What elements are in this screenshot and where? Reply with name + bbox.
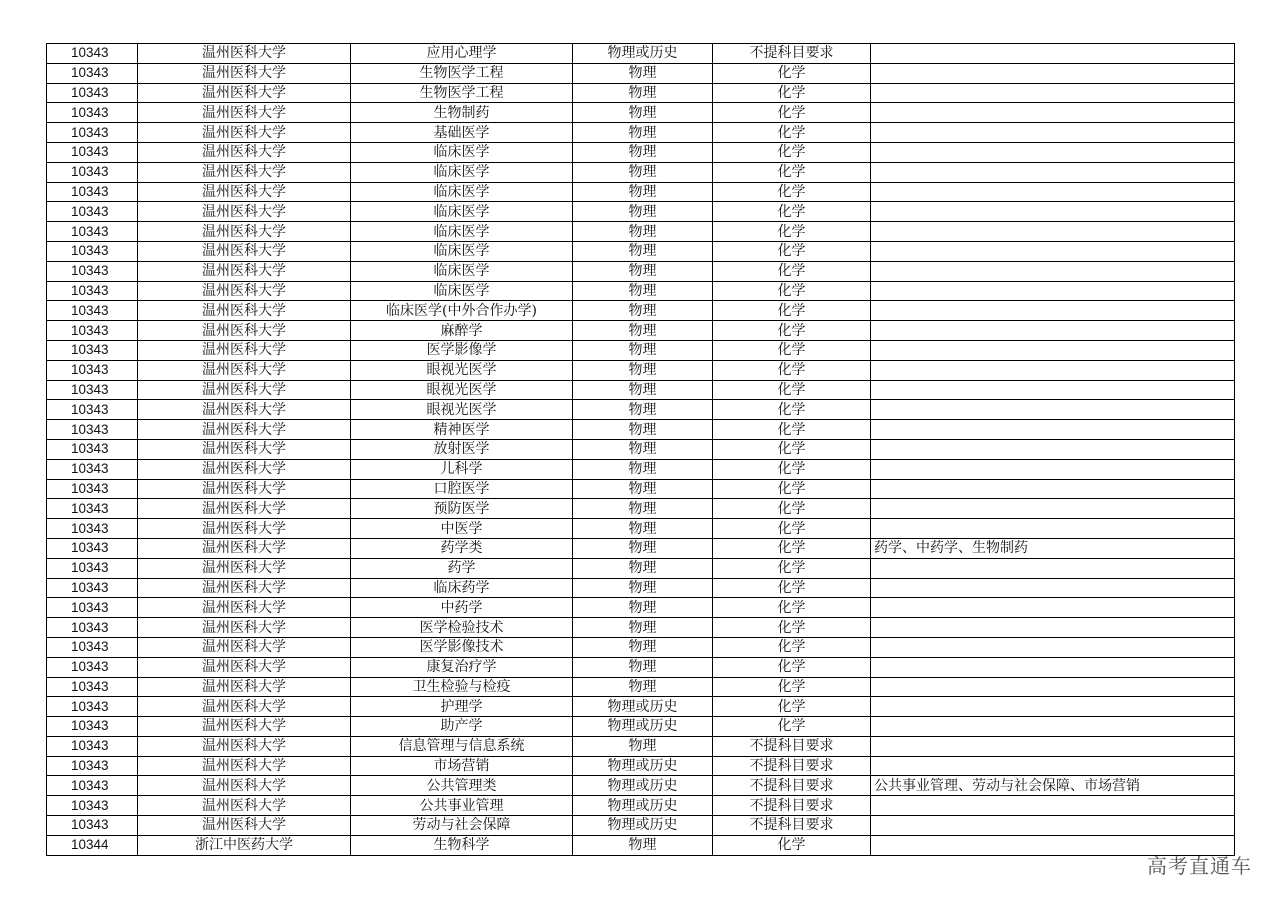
second-subject-cell: 化学 (713, 439, 871, 459)
school-code-cell: 10343 (47, 400, 138, 420)
school-code-cell: 10343 (47, 459, 138, 479)
school-name-cell: 温州医科大学 (138, 44, 351, 64)
first-subject-cell: 物理 (573, 380, 713, 400)
table-row (47, 816, 1235, 836)
school-name-cell: 温州医科大学 (138, 499, 351, 519)
school-name-cell: 温州医科大学 (138, 756, 351, 776)
first-subject-cell: 物理 (573, 835, 713, 855)
school-code-cell: 10343 (47, 439, 138, 459)
major-group-note-cell (871, 756, 1235, 776)
second-subject-cell: 化学 (713, 677, 871, 697)
second-subject-cell: 化学 (713, 103, 871, 123)
school-code-cell: 10343 (47, 657, 138, 677)
first-subject-cell: 物理或历史 (573, 816, 713, 836)
first-subject-cell: 物理 (573, 63, 713, 83)
table-row (47, 123, 1235, 143)
school-name-cell: 温州医科大学 (138, 142, 351, 162)
school-code-cell: 10343 (47, 301, 138, 321)
table-row (47, 736, 1235, 756)
school-code-cell: 10343 (47, 736, 138, 756)
first-subject-cell: 物理或历史 (573, 756, 713, 776)
second-subject-cell: 化学 (713, 717, 871, 737)
table-row (47, 439, 1235, 459)
school-name-cell: 温州医科大学 (138, 519, 351, 539)
table-row (47, 83, 1235, 103)
major-name-cell: 眼视光医学 (351, 360, 573, 380)
first-subject-cell: 物理 (573, 281, 713, 301)
major-name-cell: 眼视光医学 (351, 380, 573, 400)
first-subject-cell: 物理 (573, 479, 713, 499)
second-subject-cell: 化学 (713, 459, 871, 479)
table-row (47, 677, 1235, 697)
school-name-cell: 温州医科大学 (138, 420, 351, 440)
second-subject-cell: 化学 (713, 479, 871, 499)
school-name-cell: 温州医科大学 (138, 241, 351, 261)
major-group-note-cell (871, 439, 1235, 459)
first-subject-cell: 物理 (573, 123, 713, 143)
table-row (47, 420, 1235, 440)
school-code-cell: 10343 (47, 598, 138, 618)
major-group-note-cell (871, 63, 1235, 83)
school-code-cell: 10343 (47, 796, 138, 816)
school-name-cell: 温州医科大学 (138, 697, 351, 717)
major-name-cell: 临床医学 (351, 202, 573, 222)
major-group-note-cell (871, 142, 1235, 162)
table-row (47, 756, 1235, 776)
major-name-cell: 中医学 (351, 519, 573, 539)
school-code-cell: 10343 (47, 142, 138, 162)
school-code-cell: 10343 (47, 538, 138, 558)
school-code-cell: 10343 (47, 578, 138, 598)
second-subject-cell: 不提科目要求 (713, 796, 871, 816)
major-group-note-cell (871, 360, 1235, 380)
table-row (47, 717, 1235, 737)
school-name-cell: 温州医科大学 (138, 538, 351, 558)
major-name-cell: 口腔医学 (351, 479, 573, 499)
table-row (47, 301, 1235, 321)
table-row (47, 637, 1235, 657)
school-code-cell: 10343 (47, 816, 138, 836)
major-group-note-cell (871, 558, 1235, 578)
table-row (47, 380, 1235, 400)
major-name-cell: 麻醉学 (351, 321, 573, 341)
school-name-cell: 温州医科大学 (138, 796, 351, 816)
school-name-cell: 温州医科大学 (138, 677, 351, 697)
table-row (47, 103, 1235, 123)
school-name-cell: 温州医科大学 (138, 301, 351, 321)
first-subject-cell: 物理或历史 (573, 697, 713, 717)
major-name-cell: 基础医学 (351, 123, 573, 143)
school-code-cell: 10344 (47, 835, 138, 855)
school-name-cell: 温州医科大学 (138, 63, 351, 83)
first-subject-cell: 物理 (573, 519, 713, 539)
first-subject-cell: 物理 (573, 677, 713, 697)
school-code-cell: 10343 (47, 479, 138, 499)
school-name-cell: 温州医科大学 (138, 202, 351, 222)
second-subject-cell: 化学 (713, 162, 871, 182)
school-code-cell: 10343 (47, 420, 138, 440)
second-subject-cell: 化学 (713, 400, 871, 420)
table-row (47, 459, 1235, 479)
table-row (47, 578, 1235, 598)
first-subject-cell: 物理 (573, 321, 713, 341)
first-subject-cell: 物理 (573, 360, 713, 380)
major-name-cell: 眼视光医学 (351, 400, 573, 420)
school-name-cell: 温州医科大学 (138, 261, 351, 281)
major-group-note-cell (871, 618, 1235, 638)
school-name-cell: 温州医科大学 (138, 321, 351, 341)
first-subject-cell: 物理 (573, 103, 713, 123)
major-group-note-cell (871, 301, 1235, 321)
second-subject-cell: 化学 (713, 202, 871, 222)
second-subject-cell: 化学 (713, 281, 871, 301)
first-subject-cell: 物理 (573, 459, 713, 479)
major-name-cell: 医学影像技术 (351, 637, 573, 657)
first-subject-cell: 物理或历史 (573, 717, 713, 737)
table-row (47, 796, 1235, 816)
major-group-note-cell (871, 796, 1235, 816)
major-name-cell: 临床医学 (351, 261, 573, 281)
major-name-cell: 儿科学 (351, 459, 573, 479)
major-name-cell: 医学检验技术 (351, 618, 573, 638)
first-subject-cell: 物理 (573, 657, 713, 677)
table-row (47, 835, 1235, 855)
second-subject-cell: 不提科目要求 (713, 756, 871, 776)
major-group-note-cell: 公共事业管理、劳动与社会保障、市场营销 (871, 776, 1235, 796)
major-name-cell: 康复治疗学 (351, 657, 573, 677)
major-name-cell: 公共事业管理 (351, 796, 573, 816)
major-name-cell: 中药学 (351, 598, 573, 618)
major-name-cell: 临床药学 (351, 578, 573, 598)
table-row (47, 697, 1235, 717)
major-name-cell: 药学类 (351, 538, 573, 558)
first-subject-cell: 物理或历史 (573, 776, 713, 796)
school-name-cell: 温州医科大学 (138, 459, 351, 479)
major-name-cell: 临床医学 (351, 162, 573, 182)
major-group-note-cell (871, 321, 1235, 341)
second-subject-cell: 化学 (713, 420, 871, 440)
major-name-cell: 助产学 (351, 717, 573, 737)
school-name-cell: 温州医科大学 (138, 558, 351, 578)
enrollment-subject-requirements-table (46, 43, 1235, 856)
major-group-note-cell (871, 281, 1235, 301)
major-group-note-cell (871, 598, 1235, 618)
school-name-cell: 温州医科大学 (138, 816, 351, 836)
table-row (47, 281, 1235, 301)
second-subject-cell: 化学 (713, 321, 871, 341)
major-name-cell: 应用心理学 (351, 44, 573, 64)
table-row (47, 618, 1235, 638)
school-code-cell: 10343 (47, 499, 138, 519)
school-name-cell: 温州医科大学 (138, 123, 351, 143)
major-name-cell: 精神医学 (351, 420, 573, 440)
first-subject-cell: 物理 (573, 182, 713, 202)
school-code-cell: 10343 (47, 618, 138, 638)
major-name-cell: 药学 (351, 558, 573, 578)
school-name-cell: 温州医科大学 (138, 103, 351, 123)
school-code-cell: 10343 (47, 360, 138, 380)
major-group-note-cell (871, 400, 1235, 420)
major-group-note-cell (871, 380, 1235, 400)
table-row (47, 321, 1235, 341)
school-code-cell: 10343 (47, 321, 138, 341)
major-group-note-cell (871, 340, 1235, 360)
major-group-note-cell (871, 479, 1235, 499)
first-subject-cell: 物理 (573, 439, 713, 459)
major-name-cell: 劳动与社会保障 (351, 816, 573, 836)
major-group-note-cell (871, 241, 1235, 261)
second-subject-cell: 化学 (713, 261, 871, 281)
second-subject-cell: 化学 (713, 578, 871, 598)
major-group-note-cell (871, 499, 1235, 519)
table-row (47, 261, 1235, 281)
school-code-cell: 10343 (47, 241, 138, 261)
second-subject-cell: 化学 (713, 558, 871, 578)
major-group-note-cell: 药学、中药学、生物制药 (871, 538, 1235, 558)
second-subject-cell: 化学 (713, 222, 871, 242)
school-code-cell: 10343 (47, 261, 138, 281)
second-subject-cell: 化学 (713, 499, 871, 519)
first-subject-cell: 物理 (573, 301, 713, 321)
major-group-note-cell (871, 123, 1235, 143)
school-name-cell: 温州医科大学 (138, 637, 351, 657)
major-name-cell: 放射医学 (351, 439, 573, 459)
major-group-note-cell (871, 736, 1235, 756)
school-code-cell: 10343 (47, 637, 138, 657)
first-subject-cell: 物理 (573, 538, 713, 558)
second-subject-cell: 化学 (713, 618, 871, 638)
school-name-cell: 温州医科大学 (138, 736, 351, 756)
first-subject-cell: 物理 (573, 340, 713, 360)
school-name-cell: 温州医科大学 (138, 598, 351, 618)
second-subject-cell: 化学 (713, 538, 871, 558)
second-subject-cell: 不提科目要求 (713, 776, 871, 796)
major-name-cell: 信息管理与信息系统 (351, 736, 573, 756)
major-group-note-cell (871, 816, 1235, 836)
school-code-cell: 10343 (47, 776, 138, 796)
second-subject-cell: 化学 (713, 340, 871, 360)
first-subject-cell: 物理 (573, 142, 713, 162)
first-subject-cell: 物理 (573, 83, 713, 103)
table-row (47, 499, 1235, 519)
table-row (47, 241, 1235, 261)
school-code-cell: 10343 (47, 677, 138, 697)
second-subject-cell: 化学 (713, 182, 871, 202)
major-group-note-cell (871, 103, 1235, 123)
table-row (47, 162, 1235, 182)
school-code-cell: 10343 (47, 83, 138, 103)
first-subject-cell: 物理 (573, 598, 713, 618)
major-name-cell: 医学影像学 (351, 340, 573, 360)
second-subject-cell: 不提科目要求 (713, 816, 871, 836)
first-subject-cell: 物理 (573, 162, 713, 182)
table-row (47, 558, 1235, 578)
major-group-note-cell (871, 637, 1235, 657)
major-group-note-cell (871, 162, 1235, 182)
school-code-cell: 10343 (47, 63, 138, 83)
major-name-cell: 公共管理类 (351, 776, 573, 796)
table-row (47, 44, 1235, 64)
second-subject-cell: 化学 (713, 637, 871, 657)
table-row (47, 776, 1235, 796)
school-name-cell: 温州医科大学 (138, 618, 351, 638)
major-name-cell: 市场营销 (351, 756, 573, 776)
school-name-cell: 温州医科大学 (138, 380, 351, 400)
school-name-cell: 温州医科大学 (138, 360, 351, 380)
major-name-cell: 临床医学 (351, 222, 573, 242)
first-subject-cell: 物理 (573, 558, 713, 578)
first-subject-cell: 物理 (573, 420, 713, 440)
major-group-note-cell (871, 202, 1235, 222)
major-name-cell: 临床医学 (351, 182, 573, 202)
table-row (47, 222, 1235, 242)
first-subject-cell: 物理或历史 (573, 44, 713, 64)
major-name-cell: 生物科学 (351, 835, 573, 855)
school-name-cell: 温州医科大学 (138, 400, 351, 420)
school-code-cell: 10343 (47, 222, 138, 242)
table-row (47, 519, 1235, 539)
major-group-note-cell (871, 657, 1235, 677)
table-row (47, 360, 1235, 380)
major-group-note-cell (871, 697, 1235, 717)
table-row (47, 538, 1235, 558)
major-group-note-cell (871, 222, 1235, 242)
major-name-cell: 临床医学(中外合作办学) (351, 301, 573, 321)
second-subject-cell: 化学 (713, 142, 871, 162)
second-subject-cell: 化学 (713, 123, 871, 143)
school-name-cell: 温州医科大学 (138, 717, 351, 737)
major-name-cell: 生物制药 (351, 103, 573, 123)
school-code-cell: 10343 (47, 717, 138, 737)
school-name-cell: 温州医科大学 (138, 222, 351, 242)
table-row (47, 400, 1235, 420)
major-name-cell: 生物医学工程 (351, 83, 573, 103)
school-name-cell: 温州医科大学 (138, 657, 351, 677)
school-code-cell: 10343 (47, 182, 138, 202)
major-group-note-cell (871, 182, 1235, 202)
first-subject-cell: 物理 (573, 499, 713, 519)
major-group-note-cell (871, 420, 1235, 440)
table-row (47, 340, 1235, 360)
major-name-cell: 卫生检验与检疫 (351, 677, 573, 697)
major-group-note-cell (871, 44, 1235, 64)
school-name-cell: 温州医科大学 (138, 281, 351, 301)
school-name-cell: 温州医科大学 (138, 776, 351, 796)
major-name-cell: 护理学 (351, 697, 573, 717)
school-code-cell: 10343 (47, 162, 138, 182)
table-row (47, 657, 1235, 677)
second-subject-cell: 化学 (713, 380, 871, 400)
first-subject-cell: 物理 (573, 202, 713, 222)
school-code-cell: 10343 (47, 558, 138, 578)
major-group-note-cell (871, 83, 1235, 103)
second-subject-cell: 化学 (713, 519, 871, 539)
school-name-cell: 温州医科大学 (138, 83, 351, 103)
table-row (47, 182, 1235, 202)
first-subject-cell: 物理 (573, 736, 713, 756)
major-group-note-cell (871, 459, 1235, 479)
school-name-cell: 温州医科大学 (138, 340, 351, 360)
second-subject-cell: 化学 (713, 835, 871, 855)
school-code-cell: 10343 (47, 340, 138, 360)
major-name-cell: 生物医学工程 (351, 63, 573, 83)
school-name-cell: 温州医科大学 (138, 182, 351, 202)
table-row (47, 598, 1235, 618)
first-subject-cell: 物理 (573, 578, 713, 598)
second-subject-cell: 化学 (713, 83, 871, 103)
school-name-cell: 温州医科大学 (138, 479, 351, 499)
major-group-note-cell (871, 677, 1235, 697)
table-row (47, 202, 1235, 222)
major-name-cell: 临床医学 (351, 241, 573, 261)
school-name-cell: 温州医科大学 (138, 439, 351, 459)
school-code-cell: 10343 (47, 281, 138, 301)
first-subject-cell: 物理 (573, 637, 713, 657)
school-code-cell: 10343 (47, 103, 138, 123)
major-name-cell: 预防医学 (351, 499, 573, 519)
table-row (47, 479, 1235, 499)
table-row (47, 142, 1235, 162)
school-code-cell: 10343 (47, 697, 138, 717)
first-subject-cell: 物理 (573, 241, 713, 261)
school-name-cell: 温州医科大学 (138, 162, 351, 182)
first-subject-cell: 物理 (573, 261, 713, 281)
table-row (47, 63, 1235, 83)
major-group-note-cell (871, 717, 1235, 737)
school-name-cell: 温州医科大学 (138, 578, 351, 598)
school-name-cell: 浙江中医药大学 (138, 835, 351, 855)
major-group-note-cell (871, 261, 1235, 281)
second-subject-cell: 化学 (713, 598, 871, 618)
major-group-note-cell (871, 578, 1235, 598)
school-code-cell: 10343 (47, 202, 138, 222)
school-code-cell: 10343 (47, 44, 138, 64)
school-code-cell: 10343 (47, 123, 138, 143)
school-code-cell: 10343 (47, 519, 138, 539)
second-subject-cell: 化学 (713, 301, 871, 321)
first-subject-cell: 物理 (573, 400, 713, 420)
second-subject-cell: 化学 (713, 63, 871, 83)
second-subject-cell: 化学 (713, 360, 871, 380)
first-subject-cell: 物理或历史 (573, 796, 713, 816)
major-name-cell: 临床医学 (351, 142, 573, 162)
second-subject-cell: 化学 (713, 657, 871, 677)
first-subject-cell: 物理 (573, 222, 713, 242)
major-name-cell: 临床医学 (351, 281, 573, 301)
second-subject-cell: 化学 (713, 241, 871, 261)
watermark-text: 高考直通车 (1147, 854, 1252, 878)
first-subject-cell: 物理 (573, 618, 713, 638)
second-subject-cell: 不提科目要求 (713, 44, 871, 64)
school-code-cell: 10343 (47, 756, 138, 776)
major-group-note-cell (871, 519, 1235, 539)
school-code-cell: 10343 (47, 380, 138, 400)
second-subject-cell: 化学 (713, 697, 871, 717)
second-subject-cell: 不提科目要求 (713, 736, 871, 756)
